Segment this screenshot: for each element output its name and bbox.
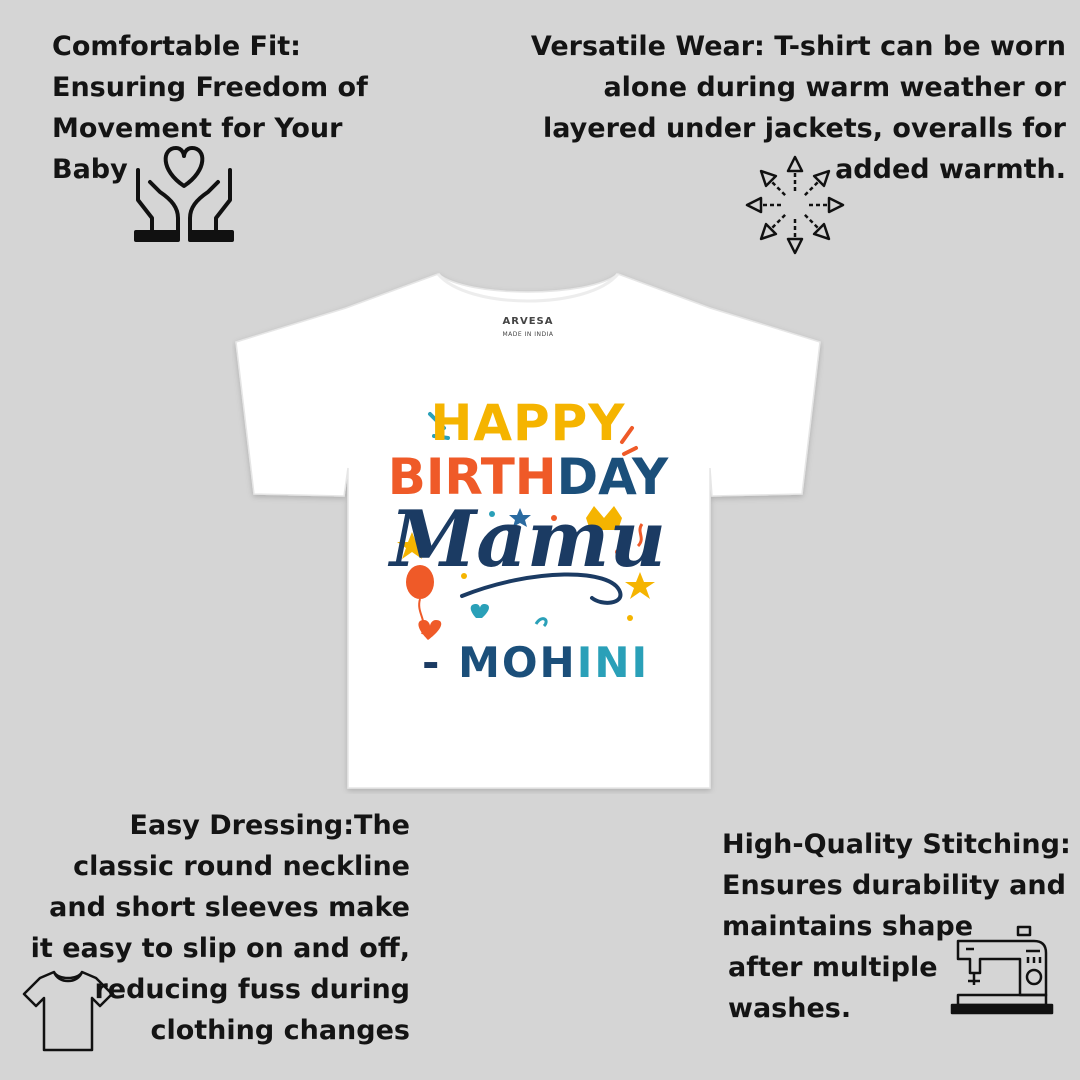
feature-line: added warmth. [835,154,1066,185]
feature-line: after multiple [728,952,938,983]
feature-line: Ensures durability and [722,870,1066,901]
feature-line: High-Quality Stitching: [722,829,1071,860]
feature-line: classic round neckline [73,851,410,882]
feature-line: it easy to slip on and off, [30,933,410,964]
design-mamu: Mamu [389,494,667,585]
feature-line: Movement for Your [52,113,343,144]
feature-line: and short sleeves make [49,892,410,923]
feature-line: washes. [728,993,852,1024]
arrows-outward-icon [738,150,852,264]
feature-line: alone during warm weather or [603,72,1066,103]
feature-line: Easy Dressing:The [129,810,410,841]
sewing-machine-icon [950,925,1054,1021]
design-dash: - [422,638,442,687]
feature-line: Comfortable Fit: [52,31,301,62]
design-day: DAY [556,448,669,506]
feature-line: maintains shape [722,911,974,942]
design-birth: BIRTH [387,448,557,506]
hands-holding-heart-icon [130,140,238,248]
brand-sublabel: MADE IN INDIA [502,331,554,338]
design-ini: INI [576,638,650,687]
design-happy: HAPPY [430,394,626,452]
feature-line: reducing fuss during [94,974,410,1005]
feature-line: layered under jackets, overalls for [543,113,1066,144]
feature-line: Versatile Wear: T-shirt can be worn [530,31,1066,62]
feature-line: Baby [52,154,128,185]
design-moh: MOH [458,638,577,687]
product-tshirt [232,268,824,798]
design-mohini [422,638,649,687]
feature-line: clothing changes [150,1015,410,1046]
feature-line: Ensuring Freedom of [52,72,368,103]
brand-label: ARVESA [502,316,554,327]
tshirt-outline-icon [20,968,116,1058]
